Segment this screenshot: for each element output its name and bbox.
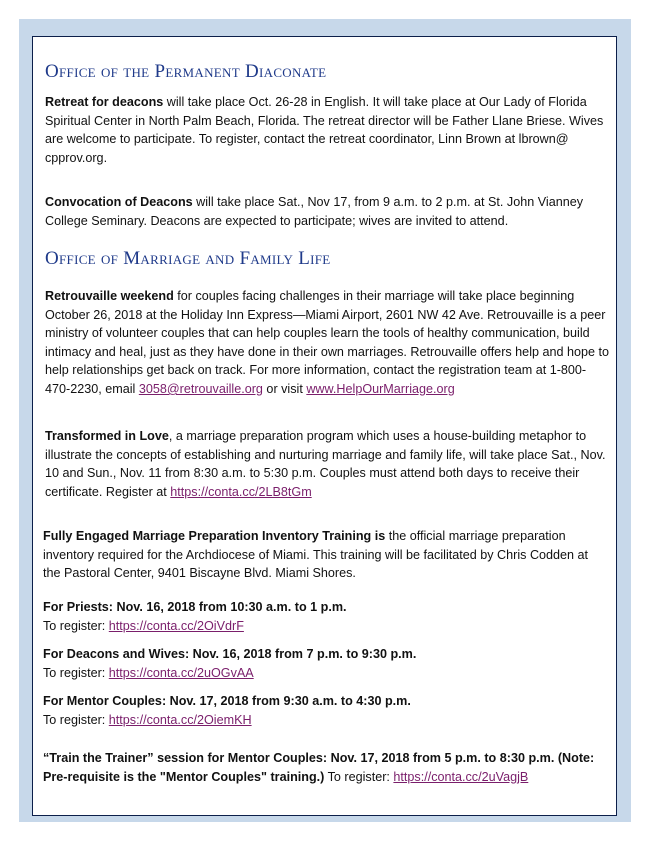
foccus-text: the official marriage preparation inventory required for the Archdiocese of Miami. This training will be facilitated by Chris Codden at the Pastoral Center, 9401 Biscayne Blvd. Miami Shores. (43, 529, 589, 581)
transformed-title: Transformed in Love (45, 429, 169, 443)
transformed-paragraph (45, 427, 610, 501)
session-register-label: To register: (43, 712, 109, 727)
retreat-text: will take place Oct. 26-28 in English. It will take place at Our Lady of Florida Spiritual Center in North Palm Beach, Florida. The retreat director will be Father Llane Briese. Wives are welcome to participate. To register, contact the retreat coordinator, Linn Brown at lbrown@ cpprov.org. (45, 95, 604, 165)
foccus-title: Fully Engaged Marriage Preparation Inventory Training is (43, 529, 386, 543)
session-title: For Mentor Couples: Nov. 17, 2018 from 9:30 a.m. to 4:30 p.m. (43, 694, 411, 708)
trainer-paragraph (43, 749, 608, 786)
session-title: For Priests: Nov. 16, 2018 from 10:30 a.m. to 1 p.m. (43, 600, 347, 614)
convocation-text: will take place Sat., Nov 17, from 9 a.m. to 2 p.m. at St. John Vianney College Seminary. Deacons are expected to participate; wives are invited to attend. (45, 195, 584, 228)
session-register-label: To register: (43, 618, 109, 633)
foccus-paragraph (43, 527, 608, 583)
transformed-text: , a marriage preparation program which uses a house-building metaphor to illustrate the concepts of establishing and nurturing marriage and family life, will take place Sat., Nov. 10 and Sun., Nov. 11 from 8:30 a.m. to 5:30 p.m. Couples must attend both days to receive their certificate. Register at (45, 429, 606, 499)
trainer-title: “Train the Trainer” session for Mentor Couples: Nov. 17, 2018 from 5 p.m. to 8:30 p.m. (Note: Pre-requisite is the "Mentor Couples" training.) (43, 751, 595, 784)
session-mentors (43, 692, 608, 729)
retreat-paragraph (45, 93, 610, 167)
session-priests (43, 598, 608, 635)
trainer-text: To register: (324, 769, 394, 784)
retrouvaille-mid-text: or visit (262, 381, 307, 396)
convocation-title: Convocation of Deacons (45, 195, 193, 209)
session-register-link[interactable]: https://conta.cc/2uOGvAA (108, 665, 254, 680)
transformed-register-link[interactable]: https://conta.cc/2LB8tGm (170, 484, 312, 499)
retrouvaille-text: for couples facing challenges in their marriage will take place beginning October 26, 2018 at the Holiday Inn Express—Miami Airport, 2601 NW 42 Ave. Retrouvaille is a peer ministry of volunteer couples that can help couples learn the tools of healthy communication, build intimacy and heal, just as they have done in their own marriages. Retrouvaille offers help and hope to help relationships get back on track. For more information, contact the registration team at 1-800-470-2230, email (45, 289, 610, 396)
retrouvaille-email-link[interactable]: 3058@retrouvaille.org (138, 381, 263, 396)
convocation-paragraph (45, 193, 610, 230)
helpourmarriage-link[interactable]: www.HelpOurMarriage.org (306, 381, 455, 396)
session-register-link[interactable]: https://conta.cc/2OiVdrF (108, 618, 244, 633)
session-deacons (43, 645, 608, 682)
diaconate-heading: Office of the Permanent Diaconate (45, 61, 327, 82)
session-register-link[interactable]: https://conta.cc/2OiemKH (108, 712, 252, 727)
bulletin-card (32, 36, 617, 816)
retreat-title: Retreat for deacons (45, 95, 164, 109)
retrouvaille-title: Retrouvaille weekend (45, 289, 174, 303)
marriage-heading: Office of Marriage and Family Life (45, 248, 331, 269)
session-title: For Deacons and Wives: Nov. 16, 2018 from 7 p.m. to 9:30 p.m. (43, 647, 417, 661)
session-register-label: To register: (43, 665, 109, 680)
trainer-register-link[interactable]: https://conta.cc/2uVagjB (393, 769, 529, 784)
retrouvaille-paragraph (45, 287, 610, 399)
